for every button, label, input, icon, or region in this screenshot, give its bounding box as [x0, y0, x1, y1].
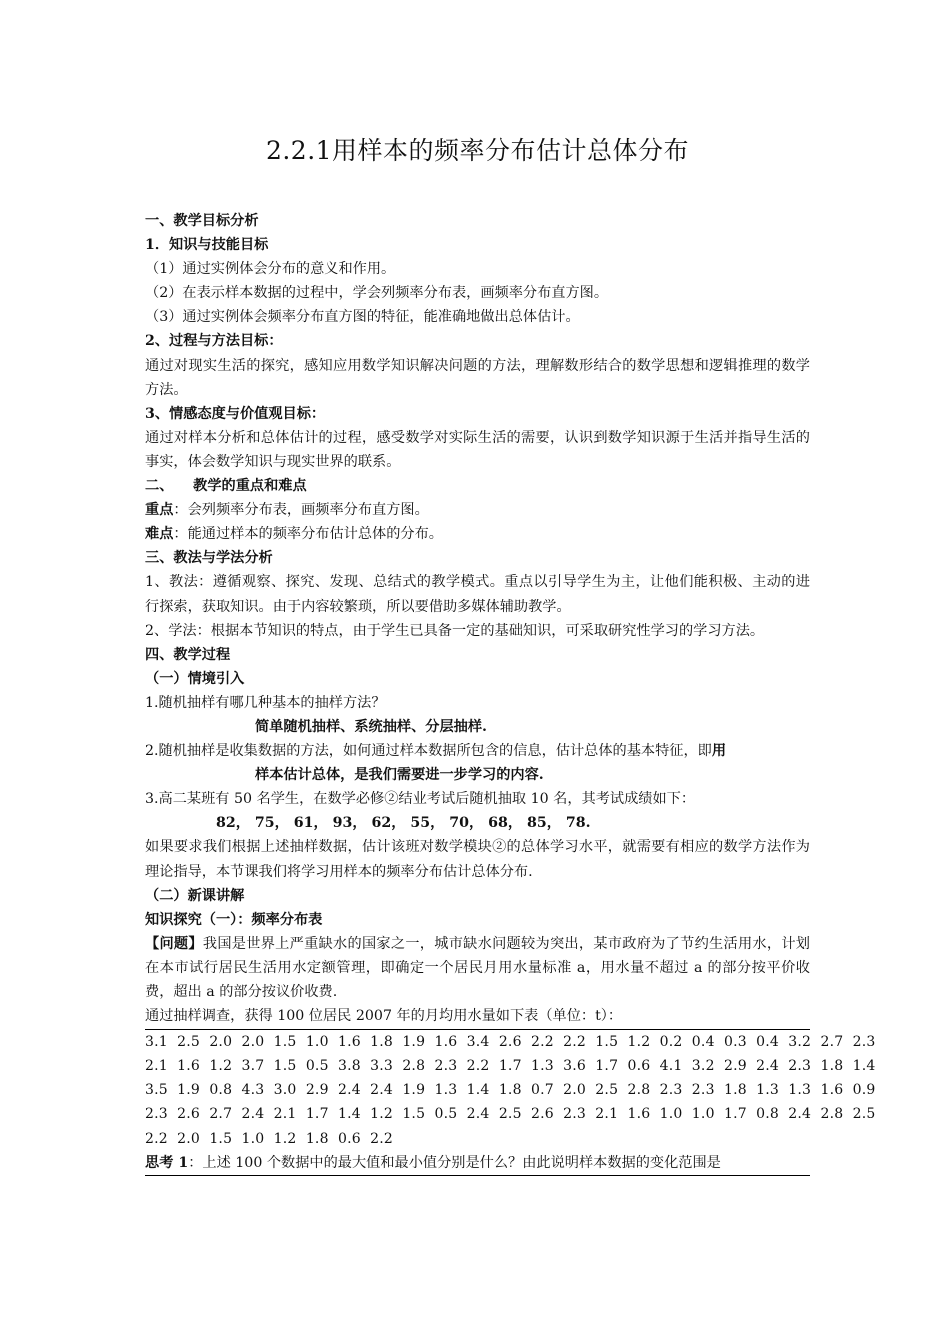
subsection-1-2: 2、过程与方法目标： [145, 333, 283, 350]
table-row: 3.1 2.5 2.0 2.0 1.5 1.0 1.6 1.8 1.9 1.6 3.4 2.6 2.2 2.2 1.5 1.2 0.2 0.4 0.3 0.4 3.2 2.7 2.3 [145, 1034, 876, 1051]
goal-item: （1）通过实例体会分布的意义和作用。 [145, 261, 396, 278]
question-2 [145, 739, 810, 763]
difficult-point-label: 难点 [145, 526, 174, 543]
water-usage-table [145, 1029, 876, 1150]
paragraph: 如果要求我们根据上述抽样数据，估计该班对数学模块②的总体学习水平，就需要有相应的数学方法作为理论指导，本节课我们将学习用样本的频率分布估计总体分布. [145, 839, 810, 880]
question-2-text: 2.随机抽样是收集数据的方法，如何通过样本数据所包含的信息，估计总体的基本特征，即 [145, 743, 712, 760]
page-title: 2.2.1用样本的频率分布估计总体分布 [265, 136, 690, 165]
think-label: 思考 1 [145, 1154, 189, 1171]
part-2-heading: （二）新课讲解 [145, 887, 245, 904]
subsection-1-1: 1．知识与技能目标 [145, 237, 269, 254]
key-point [145, 498, 810, 522]
explore-heading: 知识探究（一）：频率分布表 [145, 911, 323, 928]
part-1-heading: （一）情境引入 [145, 670, 245, 687]
question-1: 1.随机抽样有哪几种基本的抽样方法？ [145, 694, 386, 711]
score-list: 82， 75， 61， 93， 62， 55， 70， 68， 85， 78. [216, 815, 591, 832]
problem-text: 我国是世界上严重缺水的国家之一，城市缺水问题较为突出，某市政府为了节约生活用水，计划在本市试行居民生活用水定额管理，即确定一个居民月用水量标准 a，用水量不超过 a 的部分按平价收费，超出 a 的部分按议价收费. [145, 935, 810, 1000]
question-3: 3.高二某班有 50 名学生，在数学必修②结业考试后随机抽取 10 名，其考试成绩如下： [145, 791, 696, 808]
section-4-heading: 四、教学过程 [145, 646, 231, 663]
section-1-heading: 一、教学目标分析 [145, 213, 259, 229]
difficult-point-text: ：能通过样本的频率分布估计总体的分布。 [173, 526, 443, 543]
paragraph: 2、学法：根据本节知识的特点，由于学生已具备一定的基础知识，可采取研究性学习的学习方法。 [145, 622, 765, 639]
answer-1: 简单随机抽样、系统抽样、分层抽样. [255, 718, 487, 735]
question-2-bold: 用 [711, 743, 727, 760]
goal-item: （3）通过实例体会频率分布直方图的特征，能准确地做出总体估计。 [145, 309, 580, 326]
difficult-point [145, 522, 810, 546]
think-text: ：上述 100 个数据中的最大值和最小值分别是什么？由此说明样本数据的变化范围是 [188, 1154, 721, 1171]
section-2-heading: 二、 教学的重点和难点 [145, 478, 307, 495]
problem-paragraph [145, 932, 810, 1004]
table-row: 2.2 2.0 1.5 1.0 1.2 1.8 0.6 2.2 [145, 1130, 394, 1147]
question-2-continued: 样本估计总体，是我们需要进一步学习的内容. [255, 767, 544, 784]
paragraph: 通过对样本分析和总体估计的过程，感受数学对实际生活的需要，认识到数学知识源于生活并指导生活的事实，体会数学知识与现实世界的联系。 [145, 429, 810, 470]
survey-intro: 通过抽样调查，获得 100 位居民 2007 年的月均用水量如下表（单位：t）： [145, 1008, 623, 1025]
table-row: 2.1 1.6 1.2 3.7 1.5 0.5 3.8 3.3 2.8 2.3 2.2 1.7 1.3 3.6 1.7 0.6 4.1 3.2 2.9 2.4 2.3 1.8 1.4 [145, 1058, 876, 1075]
key-point-text: ：会列频率分布表，画频率分布直方图。 [173, 502, 429, 519]
think-question-1 [145, 1151, 810, 1176]
table-row: 3.5 1.9 0.8 4.3 3.0 2.9 2.4 2.4 1.9 1.3 1.4 1.8 0.7 2.0 2.5 2.8 2.3 2.3 1.8 1.3 1.3 1.6 0.9 [145, 1082, 876, 1099]
goal-item: （2）在表示样本数据的过程中，学会列频率分布表，画频率分布直方图。 [145, 285, 609, 302]
paragraph: 通过对现实生活的探究，感知应用数学知识解决问题的方法，理解数形结合的数学思想和逻辑推理的数学方法。 [145, 357, 810, 398]
table-row: 2.3 2.6 2.7 2.4 2.1 1.7 1.4 1.2 1.5 0.5 2.4 2.5 2.6 2.3 2.1 1.6 1.0 1.0 1.7 0.8 2.4 2.8 2.5 [145, 1106, 876, 1123]
problem-label: 【问题】 [145, 935, 203, 952]
key-point-label: 重点 [145, 502, 174, 519]
subsection-1-3: 3、情感态度与价值观目标： [145, 405, 326, 422]
section-3-heading: 三、教法与学法分析 [145, 550, 273, 567]
paragraph: 1、教法：遵循观察、探究、发现、总结式的教学模式。重点以引导学生为主，让他们能积极、主动的进 行探索，获取知识。由于内容较繁琐，所以要借助多媒体辅助教学。 [145, 574, 810, 615]
document-body [145, 133, 876, 1176]
